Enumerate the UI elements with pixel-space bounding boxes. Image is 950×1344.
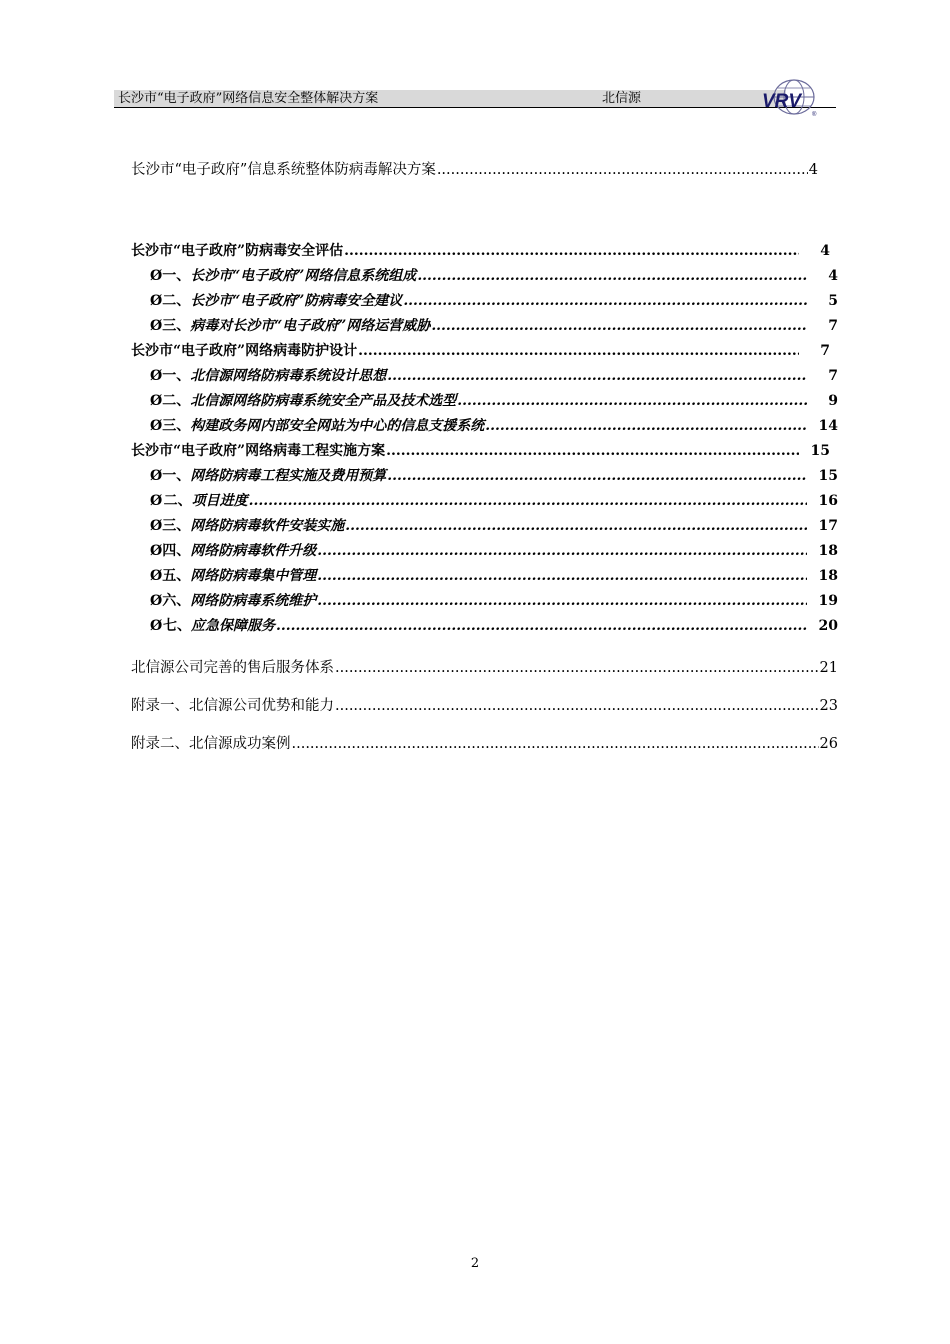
toc-entry-title: 网络防病毒软件升级 — [190, 543, 317, 559]
toc-leader — [317, 568, 807, 584]
toc-entry-top[interactable] — [131, 158, 818, 179]
toc-entry-title: 附录二、北信源成功案例 — [131, 736, 291, 752]
toc-entry-number: 三、 — [162, 518, 191, 534]
toc-page-number: 20 — [818, 618, 838, 634]
header-document-title: 长沙市“电子政府”网络信息安全整体解决方案 — [118, 91, 379, 106]
toc-leader — [276, 618, 807, 634]
toc-subsection-entry[interactable] — [150, 365, 838, 385]
toc-entry-title: 长沙市“电子政府”网络病毒防护设计 — [131, 343, 358, 359]
toc-leader — [417, 268, 807, 284]
toc-leader — [386, 443, 799, 459]
toc-entry-title: 长沙市“电子政府”信息系统整体防病毒解决方案 — [131, 162, 436, 178]
toc-entry-title: 网络防病毒软件安装实施 — [190, 518, 345, 534]
svg-text:®: ® — [812, 112, 817, 118]
toc-subsection-entry[interactable] — [150, 415, 838, 435]
page-header — [114, 88, 836, 108]
toc-page-number: 4 — [828, 268, 838, 284]
toc-leader — [387, 368, 807, 384]
toc-page-number: 14 — [818, 418, 838, 434]
toc-entry-title: 北信源网络防病毒系统安全产品及技术选型 — [190, 393, 457, 409]
toc-entry-number: 一、 — [162, 468, 191, 484]
toc-subsection-entry[interactable] — [150, 465, 838, 485]
toc-page-number: 9 — [828, 393, 838, 409]
toc-subsection-entry[interactable] — [150, 590, 838, 610]
page-number: 2 — [470, 1256, 480, 1271]
arrow-bullet-icon: Ø — [150, 568, 163, 584]
toc-leader — [344, 243, 799, 259]
toc-subsection-entry[interactable] — [150, 290, 838, 310]
toc-entry-title: 网络防病毒集中管理 — [190, 568, 317, 584]
toc-leader — [485, 418, 807, 434]
toc-entry-title: 网络防病毒工程实施及费用预算 — [190, 468, 387, 484]
toc-subsection-entry[interactable] — [150, 490, 838, 510]
arrow-bullet-icon: Ø — [150, 418, 163, 434]
toc-entry-title: 病毒对长沙市“电子政府”网络运营威胁 — [190, 318, 431, 334]
toc-entry-title: 北信源公司完善的售后服务体系 — [131, 660, 334, 676]
toc-leader — [403, 293, 807, 309]
arrow-bullet-icon: Ø — [150, 593, 163, 609]
arrow-bullet-icon: Ø — [150, 618, 163, 634]
toc-entry-title: 应急保障服务 — [190, 618, 275, 634]
toc-section-entry[interactable] — [131, 440, 830, 460]
arrow-bullet-icon: Ø — [150, 368, 163, 384]
toc-entry-number: 一、 — [162, 268, 191, 284]
toc-entry-number: 二、 — [163, 493, 192, 509]
arrow-bullet-icon: Ø — [150, 293, 163, 309]
vrv-logo — [758, 78, 820, 118]
toc-leader — [292, 736, 819, 752]
toc-page-number: 7 — [828, 368, 838, 384]
toc-page-number: 19 — [818, 593, 838, 609]
toc-subsection-entry[interactable] — [150, 615, 838, 635]
toc-entry-number: 一、 — [162, 368, 191, 384]
toc-entry-number: 七、 — [162, 618, 191, 634]
toc-subsection-entry[interactable] — [150, 315, 838, 335]
toc-subsection-entry[interactable] — [150, 390, 838, 410]
toc-leader — [457, 393, 807, 409]
toc-page-number: 7 — [820, 343, 830, 359]
arrow-bullet-icon: Ø — [150, 543, 163, 559]
arrow-bullet-icon: Ø — [150, 268, 163, 284]
toc-page-number: 7 — [828, 318, 838, 334]
toc-leader — [249, 493, 807, 509]
toc-page-number: 18 — [818, 568, 838, 584]
header-company-name: 北信源 — [602, 91, 642, 106]
toc-subsection-entry[interactable] — [150, 540, 838, 560]
toc-entry-title: 长沙市“电子政府”防病毒安全建议 — [190, 293, 403, 309]
toc-entry-title: 长沙市“电子政府”防病毒安全评估 — [131, 243, 344, 259]
arrow-bullet-icon: Ø — [150, 393, 163, 409]
toc-entry-title: 项目进度 — [191, 493, 248, 509]
toc-section-entry[interactable] — [131, 240, 830, 260]
arrow-bullet-icon: Ø — [150, 518, 163, 534]
toc-bottom-entry[interactable] — [131, 694, 838, 715]
toc-leader — [437, 162, 808, 178]
toc-bottom-entry[interactable] — [131, 732, 838, 753]
toc-page-number: 17 — [818, 518, 838, 534]
toc-page-number: 15 — [818, 468, 838, 484]
toc-leader — [431, 318, 807, 334]
toc-subsection-entry[interactable] — [150, 565, 838, 585]
arrow-bullet-icon: Ø — [150, 318, 163, 334]
toc-page-number: 21 — [819, 660, 838, 676]
toc-entry-number: 三、 — [162, 318, 191, 334]
toc-leader — [345, 518, 807, 534]
toc-page-number: 23 — [819, 698, 838, 714]
arrow-bullet-icon: Ø — [150, 493, 163, 509]
toc-entry-title: 北信源网络防病毒系统设计思想 — [190, 368, 387, 384]
toc-page-number: 15 — [810, 443, 830, 459]
toc-page-number: 4 — [808, 162, 818, 178]
toc-section-entry[interactable] — [131, 340, 830, 360]
toc-page-number: 18 — [818, 543, 838, 559]
toc-entry-number: 四、 — [162, 543, 191, 559]
toc-leader — [317, 593, 807, 609]
toc-leader — [358, 343, 799, 359]
toc-entry-title: 构建政务网内部安全网站为中心的信息支援系统 — [190, 418, 485, 434]
toc-entry-title: 网络防病毒系统维护 — [190, 593, 317, 609]
logo-lettering: VRV — [762, 91, 802, 112]
toc-page-number: 16 — [818, 493, 838, 509]
toc-leader — [387, 468, 807, 484]
toc-page-number: 4 — [820, 243, 830, 259]
toc-bottom-entry[interactable] — [131, 656, 838, 677]
toc-entry-title: 附录一、北信源公司优势和能力 — [131, 698, 334, 714]
toc-entry-number: 二、 — [162, 293, 191, 309]
toc-entry-title: 长沙市“电子政府”网络病毒工程实施方案 — [131, 443, 386, 459]
toc-subsection-entry[interactable] — [150, 515, 838, 535]
arrow-bullet-icon: Ø — [150, 468, 163, 484]
toc-entry-number: 五、 — [162, 568, 191, 584]
toc-leader — [317, 543, 807, 559]
toc-leader — [335, 698, 819, 714]
toc-page-number: 26 — [819, 736, 838, 752]
toc-entry-number: 二、 — [162, 393, 191, 409]
toc-leader — [335, 660, 819, 676]
toc-entry-number: 六、 — [162, 593, 191, 609]
toc-entry-number: 三、 — [162, 418, 191, 434]
header-rule — [114, 107, 836, 108]
toc-subsection-entry[interactable] — [150, 265, 838, 285]
toc-page-number: 5 — [828, 293, 838, 309]
toc-entry-title: 长沙市“电子政府”网络信息系统组成 — [190, 268, 417, 284]
